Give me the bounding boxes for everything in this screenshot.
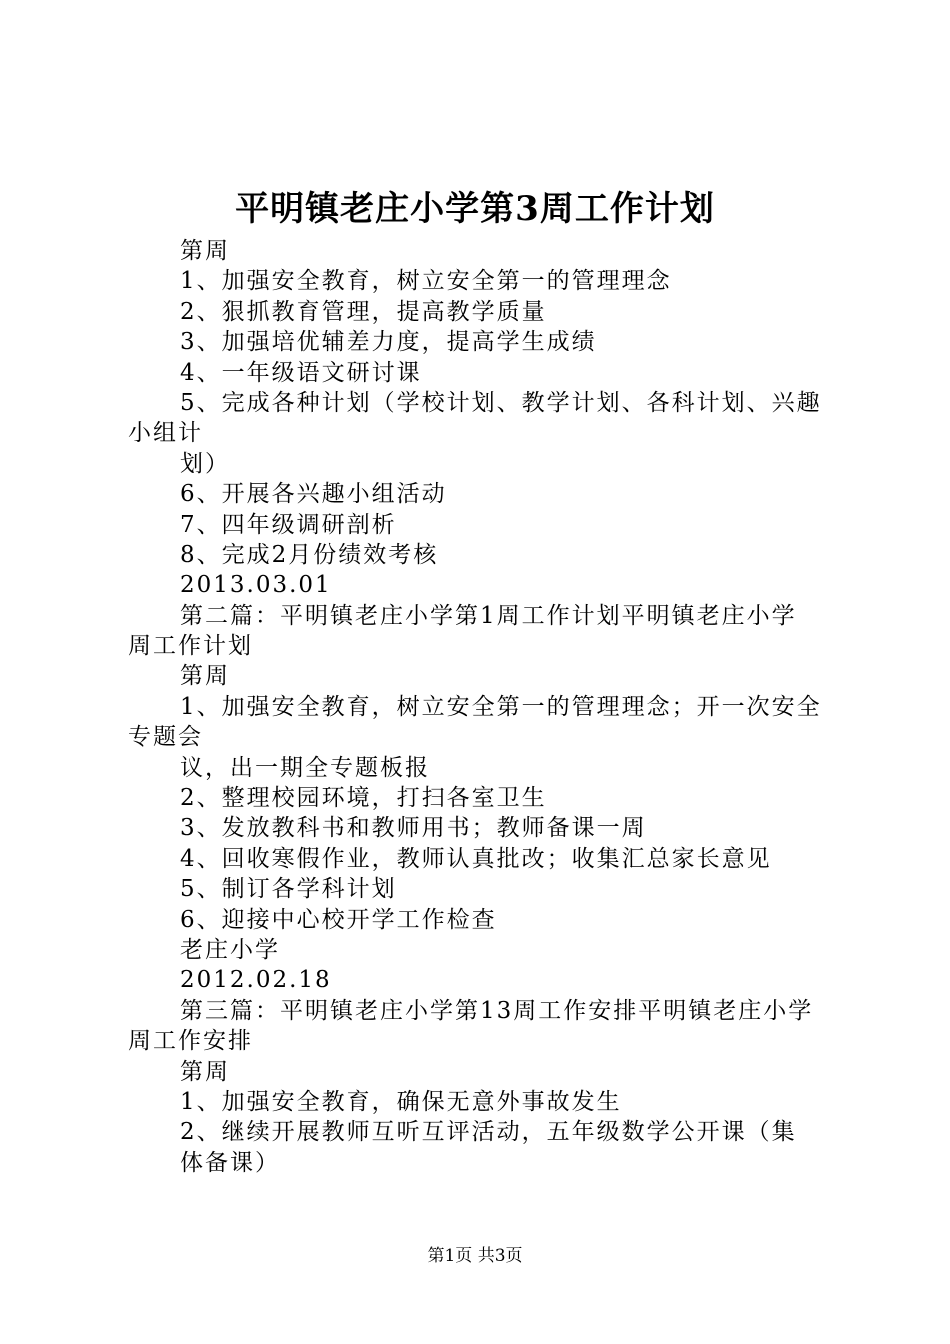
body-line: 1、加强安全教育，树立安全第一的管理理念；开一次安全 (180, 693, 822, 720)
body-line: 议，出一期全专题板报 (180, 754, 430, 781)
body-line: 第二篇：平明镇老庄小学第1周工作计划平明镇老庄小学 (180, 602, 797, 629)
body-line: 5、完成各种计划（学校计划、教学计划、各科计划、兴趣 (180, 389, 822, 416)
body-line: 第周 (180, 1058, 230, 1085)
document-body (128, 236, 838, 1178)
body-line: 2、继续开展教师互听互评活动，五年级数学公开课（集 (180, 1119, 797, 1146)
body-line: 8、完成2月份绩效考核 (180, 541, 439, 568)
body-line: 4、回收寒假作业，教师认真批改；收集汇总家长意见 (180, 845, 772, 872)
body-line: 3、发放教科书和教师用书；教师备课一周 (180, 815, 647, 842)
body-line: 6、迎接中心校开学工作检查 (180, 906, 497, 933)
body-line: 体备课） (180, 1149, 280, 1176)
body-line: 2012.02.18 (180, 967, 332, 994)
body-line: 专题会 (128, 724, 203, 751)
body-line: 第三篇：平明镇老庄小学第13周工作安排平明镇老庄小学 (180, 997, 814, 1024)
body-line: 6、开展各兴趣小组活动 (180, 481, 447, 508)
body-line: 2、狠抓教育管理，提高教学质量 (180, 298, 547, 325)
body-line: 2013.03.01 (180, 572, 332, 599)
body-line: 1、加强安全教育，确保无意外事故发生 (180, 1088, 622, 1115)
body-line: 老庄小学 (180, 936, 280, 963)
document-title: 平明镇老庄小学第3周工作计划 (235, 189, 715, 229)
body-line: 第周 (180, 238, 230, 264)
page-footer: 第1页 共3页 (427, 1246, 523, 1266)
body-line: 3、加强培优辅差力度，提高学生成绩 (180, 329, 597, 356)
body-line: 划） (180, 450, 230, 477)
body-line: 4、一年级语文研讨课 (180, 359, 422, 386)
body-line: 7、四年级调研剖析 (180, 511, 397, 538)
body-line: 5、制订各学科计划 (180, 876, 397, 903)
body-line: 周工作安排 (128, 1028, 253, 1055)
body-line: 1、加强安全教育，树立安全第一的管理理念 (180, 268, 672, 295)
body-line: 周工作计划 (128, 633, 253, 660)
body-line: 2、整理校园环境，打扫各室卫生 (180, 785, 547, 812)
body-line: 第周 (180, 663, 230, 690)
body-line: 小组计 (128, 420, 203, 447)
